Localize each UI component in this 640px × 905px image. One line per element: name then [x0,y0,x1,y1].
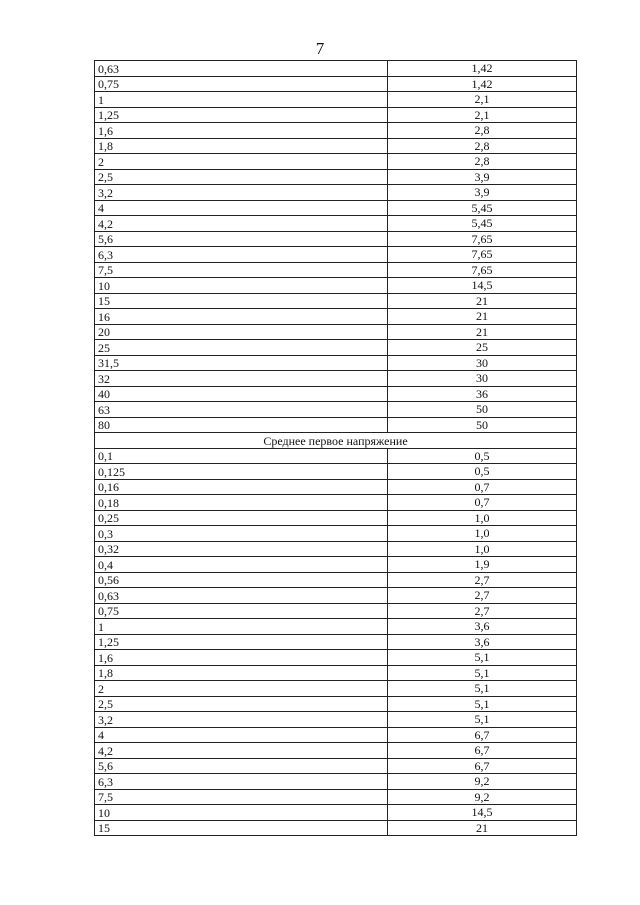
table-body-upper [95,61,577,433]
data-table [94,60,577,836]
table-row [95,758,577,774]
row-label: 0,25 [95,510,388,526]
row-value: 2,7 [388,603,577,619]
table-row [95,495,577,511]
row-label: 25 [95,340,388,356]
table-row [95,712,577,728]
row-value: 1,42 [388,61,577,77]
row-label: 0,63 [95,588,388,604]
row-label: 0,4 [95,557,388,573]
row-value: 1,9 [388,557,577,573]
row-label: 0,63 [95,61,388,77]
table-body-lower [95,448,577,836]
table-row [95,665,577,681]
row-label: 4,2 [95,743,388,759]
table-row [95,526,577,542]
row-value: 1,0 [388,510,577,526]
row-value: 21 [388,324,577,340]
table-row [95,696,577,712]
table-row [95,417,577,433]
row-label: 0,32 [95,541,388,557]
table-row [95,727,577,743]
section-title: Среднее первое напряжение [95,433,577,449]
row-value: 2,7 [388,588,577,604]
row-label: 4 [95,200,388,216]
row-label: 0,75 [95,76,388,92]
row-value: 5,45 [388,216,577,232]
row-label: 6,3 [95,247,388,263]
table-row [95,61,577,77]
table-row [95,154,577,170]
row-value: 1,42 [388,76,577,92]
row-value: 3,6 [388,619,577,635]
row-value: 9,2 [388,789,577,805]
row-label: 1 [95,92,388,108]
row-label: 0,125 [95,464,388,480]
row-label: 4,2 [95,216,388,232]
row-label: 2,5 [95,696,388,712]
table-row [95,309,577,325]
row-label: 16 [95,309,388,325]
table-row [95,123,577,139]
row-label: 2,5 [95,169,388,185]
table-row [95,789,577,805]
row-value: 36 [388,386,577,402]
table-row [95,355,577,371]
row-label: 0,3 [95,526,388,542]
row-value: 9,2 [388,774,577,790]
row-label: 1,8 [95,138,388,154]
row-label: 3,2 [95,185,388,201]
row-value: 50 [388,402,577,418]
row-label: 1,25 [95,634,388,650]
row-label: 5,6 [95,231,388,247]
table-row [95,371,577,387]
row-value: 1,0 [388,526,577,542]
table-row [95,247,577,263]
row-value: 6,7 [388,758,577,774]
page-number: 7 [315,39,325,58]
row-label: 1,8 [95,665,388,681]
table-row [95,774,577,790]
row-label: 20 [95,324,388,340]
table-row [95,820,577,836]
row-value: 2,8 [388,138,577,154]
row-label: 6,3 [95,774,388,790]
row-value: 0,7 [388,479,577,495]
row-label: 3,2 [95,712,388,728]
row-value: 5,1 [388,712,577,728]
row-label: 0,1 [95,448,388,464]
table-row [95,743,577,759]
row-label: 7,5 [95,789,388,805]
row-label: 10 [95,805,388,821]
row-value: 1,0 [388,541,577,557]
row-value: 6,7 [388,727,577,743]
row-value: 5,1 [388,665,577,681]
row-label: 4 [95,727,388,743]
row-value: 3,6 [388,634,577,650]
row-value: 5,1 [388,650,577,666]
row-label: 1,6 [95,650,388,666]
row-value: 0,5 [388,448,577,464]
row-value: 3,9 [388,185,577,201]
table-row [95,619,577,635]
row-value: 14,5 [388,278,577,294]
table-row [95,603,577,619]
row-value: 2,7 [388,572,577,588]
table-row [95,557,577,573]
row-value: 6,7 [388,743,577,759]
row-value: 0,5 [388,464,577,480]
table-row [95,76,577,92]
table-row [95,588,577,604]
row-value: 25 [388,340,577,356]
row-label: 32 [95,371,388,387]
row-label: 31,5 [95,355,388,371]
row-value: 14,5 [388,805,577,821]
row-label: 0,16 [95,479,388,495]
table-row [95,386,577,402]
row-value: 7,65 [388,247,577,263]
table-row [95,200,577,216]
row-value: 0,7 [388,495,577,511]
table-row [95,231,577,247]
table-row [95,572,577,588]
row-value: 5,1 [388,696,577,712]
row-value: 7,65 [388,231,577,247]
row-value: 3,9 [388,169,577,185]
table-row [95,681,577,697]
row-label: 1,25 [95,107,388,123]
table-row [95,169,577,185]
table-row [95,324,577,340]
table-row [95,107,577,123]
table-row [95,293,577,309]
table-row [95,262,577,278]
table-row [95,650,577,666]
table-row [95,634,577,650]
row-value: 21 [388,293,577,309]
row-label: 5,6 [95,758,388,774]
row-label: 1,6 [95,123,388,139]
table-row [95,278,577,294]
row-value: 50 [388,417,577,433]
table-section [95,433,577,449]
table-row [95,138,577,154]
row-label: 15 [95,293,388,309]
table-row [95,216,577,232]
table-row [95,541,577,557]
row-value: 5,1 [388,681,577,697]
section-header-row [95,433,577,449]
row-value: 21 [388,820,577,836]
row-value: 2,8 [388,154,577,170]
row-label: 0,18 [95,495,388,511]
row-label: 7,5 [95,262,388,278]
row-label: 0,56 [95,572,388,588]
table-row [95,479,577,495]
table-row [95,510,577,526]
row-value: 30 [388,371,577,387]
row-label: 15 [95,820,388,836]
table-row [95,402,577,418]
row-value: 2,1 [388,107,577,123]
row-value: 7,65 [388,262,577,278]
row-label: 0,75 [95,603,388,619]
row-value: 21 [388,309,577,325]
row-value: 5,45 [388,200,577,216]
table-row [95,340,577,356]
table-row [95,448,577,464]
row-label: 40 [95,386,388,402]
row-label: 2 [95,681,388,697]
table-row [95,185,577,201]
row-label: 2 [95,154,388,170]
row-label: 63 [95,402,388,418]
row-value: 2,8 [388,123,577,139]
row-label: 80 [95,417,388,433]
row-value: 30 [388,355,577,371]
table-row [95,92,577,108]
row-label: 10 [95,278,388,294]
table-row [95,464,577,480]
table-row [95,805,577,821]
row-label: 1 [95,619,388,635]
row-value: 2,1 [388,92,577,108]
